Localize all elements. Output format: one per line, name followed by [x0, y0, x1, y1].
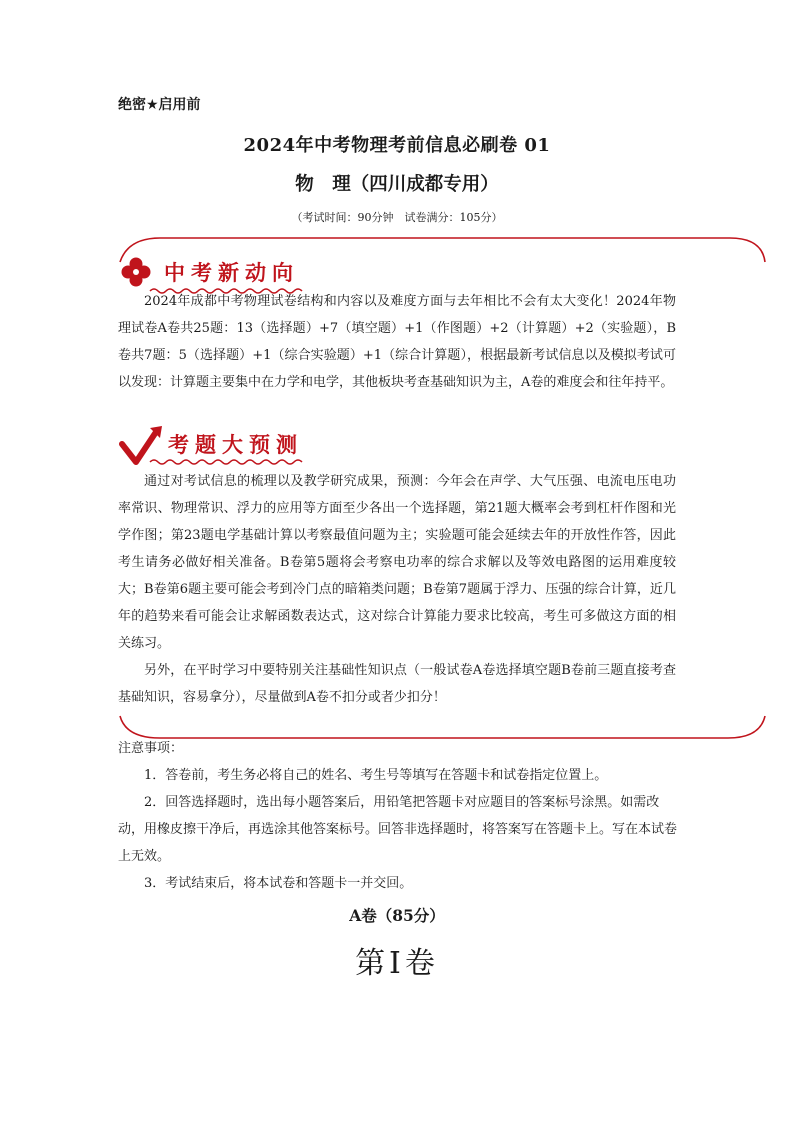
section-heading-trends: 中考新动向 — [164, 261, 299, 285]
exam-subject: 物 理（四川成都专用） — [295, 174, 499, 195]
notes-item: 3．考试结束后，将本试卷和答题卡一并交回。 — [144, 876, 413, 891]
flower-icon — [122, 258, 151, 287]
prediction-paragraph: 另外，在平时学习中要特别关注基础性知识点（一般试卷A卷选择填空题B卷前三题直接考查基础知识，容易拿分），尽量做到A卷不扣分或者少扣分！ — [118, 663, 676, 705]
trends-body — [118, 288, 676, 396]
part-a-title: A卷（85分） — [349, 906, 445, 925]
trends-paragraph: 2024年成都中考物理试卷结构和内容以及难度方面与去年相比不会有太大变化！2024年物理试卷A卷共25题：13（选择题）+7（填空题）+1（作图题）+2（计算题）+2（实验题），B卷共7题：5（选择题）+1（综合实验题）+1（综合计算题），根据最新考试信息以及模拟考试可以发现：计算题主要集中在力学和电学，其他板块考查基础知识为主，A卷的难度会和往年持平。 — [118, 294, 676, 390]
confidential-label: 绝密★启用前 — [118, 97, 201, 113]
exam-meta: （考试时间：90分钟 试卷满分：105分） — [291, 211, 503, 224]
exam-title: 2024年中考物理考前信息必刷卷 01 — [243, 135, 551, 156]
volume-title: 第Ⅰ卷 — [355, 946, 439, 981]
notes-block — [118, 735, 678, 897]
wavy-underline-2 — [150, 460, 302, 464]
notes-item: 1．答卷前，考生务必将自己的姓名、考生号等填写在答题卡和试卷指定位置上。 — [144, 768, 608, 783]
prediction-paragraph: 通过对考试信息的梳理以及教学研究成果，预测：今年会在声学、大气压强、电流电压电功率常识、物理常识、浮力的应用等方面至少各出一个选择题，第21题大概率会考到杠杆作图和光学作图；第23题电学基础计算以考察最值问题为主；实验题可能会延续去年的开放性作答，因此考生请务必做好相关准备。B卷第5题将会考察电功率的综合求解以及等效电路图的运用难度较大；B卷第6题主要可能会考到冷门点的暗箱类问题；B卷第7题属于浮力、压强的综合计算，近几年的趋势来看可能会让求解函数表达式，这对综合计算能力要求比较高，考生可多做这方面的相关练习。 — [118, 474, 676, 651]
prediction-body — [118, 468, 676, 711]
check-arrow-icon — [122, 426, 162, 462]
notes-heading: 注意事项： — [118, 741, 184, 756]
section-heading-prediction: 考题大预测 — [168, 433, 303, 457]
notes-item: 2．回答选择题时，选出每小题答案后，用铅笔把答题卡对应题目的答案标号涂黑。如需改动，用橡皮擦干净后，再选涂其他答案标号。回答非选择题时，将答案写在答题卡上。写在本试卷上无效。 — [118, 795, 678, 864]
